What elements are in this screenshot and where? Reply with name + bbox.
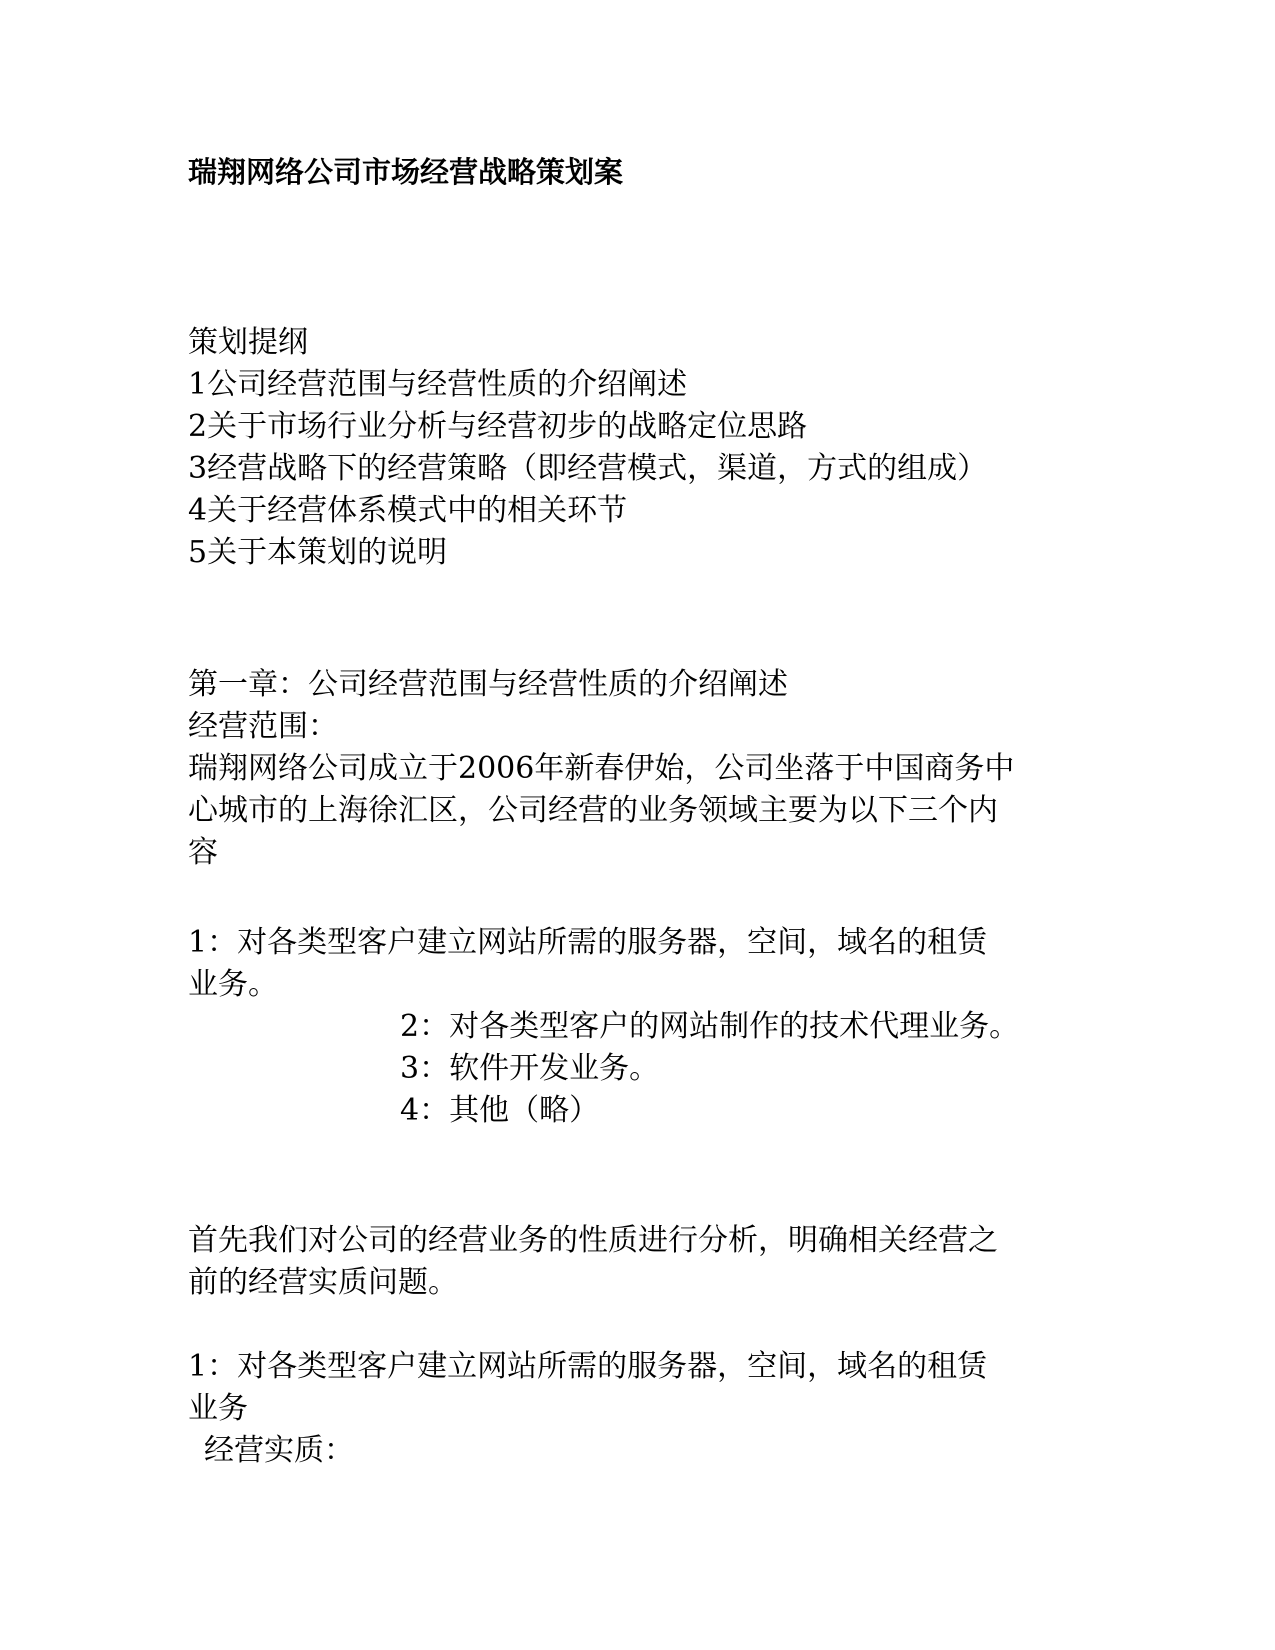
analysis-item-1-line-2: 业务 — [188, 1391, 248, 1426]
company-intro-line-1: 瑞翔网络公司成立于2006年新春伊始，公司坐落于中国商务中 — [188, 751, 1015, 786]
business-item-1 — [188, 922, 1088, 1006]
analysis-intro-line-1: 首先我们对公司的经营业务的性质进行分析，明确相关经营之 — [188, 1223, 998, 1258]
outline-item-3: 3经营战略下的经营策略（即经营模式，渠道，方式的组成） — [188, 451, 988, 486]
outline-item-5: 5关于本策划的说明 — [188, 535, 448, 570]
company-intro-line-2: 心城市的上海徐汇区，公司经营的业务领域主要为以下三个内 — [188, 793, 998, 828]
analysis-item-1 — [188, 1346, 1088, 1430]
outline-item-2: 2关于市场行业分析与经营初步的战略定位思路 — [188, 409, 808, 444]
chapter-1-section — [188, 664, 1088, 874]
company-intro-line-3: 容 — [188, 835, 218, 870]
business-item-3: 3：软件开发业务。 — [400, 1051, 660, 1086]
business-item-4: 4：其他（略） — [400, 1093, 600, 1128]
analysis-item-1-line-1: 1：对各类型客户建立网站所需的服务器，空间，域名的租赁 — [188, 1349, 988, 1384]
document-title: 瑞翔网络公司市场经营战略策划案 — [188, 155, 624, 189]
analysis-intro — [188, 1220, 1088, 1304]
outline-section — [188, 322, 1088, 574]
outline-heading: 策划提纲 — [188, 325, 308, 360]
analysis-intro-line-2: 前的经营实质问题。 — [188, 1265, 458, 1300]
business-item-2: 2：对各类型客户的网站制作的技术代理业务。 — [400, 1009, 1020, 1044]
chapter-1-heading: 第一章：公司经营范围与经营性质的介绍阐述 — [188, 667, 788, 702]
business-scope-label: 经营范围： — [188, 709, 338, 744]
outline-item-4: 4关于经营体系模式中的相关环节 — [188, 493, 628, 528]
business-items-indented — [400, 1006, 1100, 1132]
business-item-1-line-1: 1：对各类型客户建立网站所需的服务器，空间，域名的租赁 — [188, 925, 988, 960]
outline-item-1: 1公司经营范围与经营性质的介绍阐述 — [188, 367, 688, 402]
essence-label: 经营实质： — [204, 1433, 354, 1468]
business-item-1-line-2: 业务。 — [188, 967, 278, 1002]
